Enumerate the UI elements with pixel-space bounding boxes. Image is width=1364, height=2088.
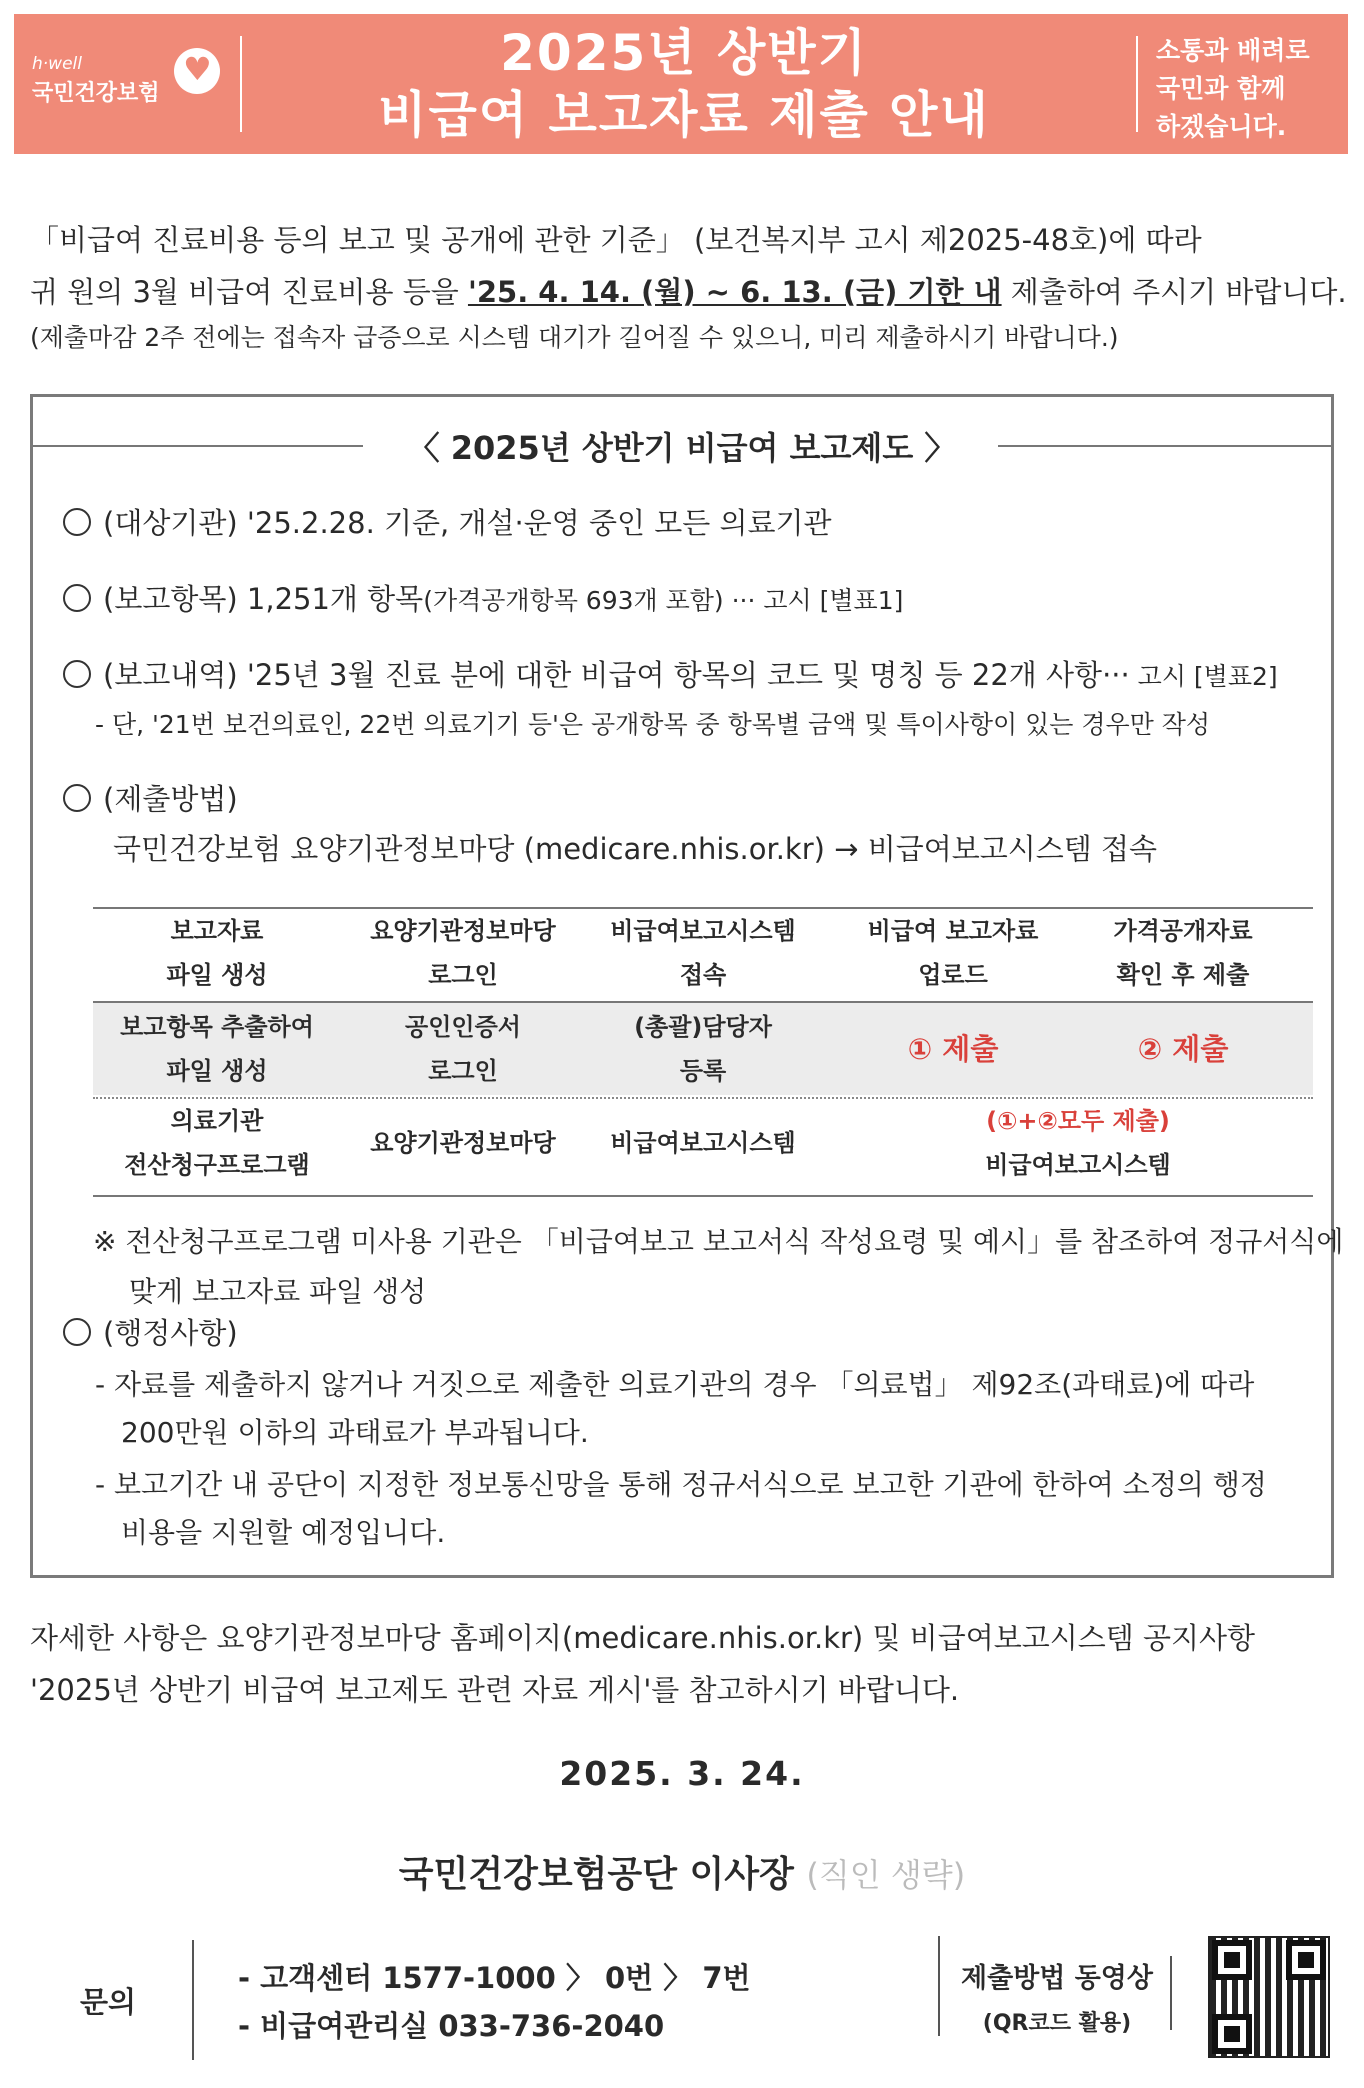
box-title: 〈 2025년 상반기 비급여 보고제도 〉 (407, 429, 957, 467)
flow-header-cell: 비급여 보고자료 업로드 (867, 917, 1039, 989)
intro-line2-pre: 귀 원의 3월 비급여 진료비용 등을 (30, 275, 468, 309)
footer-divider (192, 1940, 194, 2060)
flow-where-cell: 의료기관 전산청구프로그램 (124, 1107, 310, 1179)
footer-divider (938, 1936, 940, 2036)
title-rule (33, 445, 363, 447)
slogan (1156, 32, 1310, 146)
qr-finder (1286, 1940, 1326, 1980)
header-banner (14, 14, 1348, 154)
report-system-box (30, 394, 1344, 1578)
flow-step-submit1: ① 제출 (907, 1032, 999, 1066)
logo-small-text: h·well (32, 54, 82, 74)
note-line1: ※ 전산청구프로그램 미사용 기관은 「비급여보고 보고서식 작성요령 및 예시」를 참조하여 정규서식에 (93, 1225, 1344, 1258)
signer (0, 1846, 1364, 1897)
banner-divider (1136, 36, 1138, 132)
flow-where-cell: 요양기관정보마당 (370, 1129, 556, 1157)
flow-header-cell: 가격공개자료 확인 후 제출 (1113, 917, 1253, 989)
flow-step-cell: 공인인증서 로그인 (405, 1013, 521, 1085)
submission-flow-table (93, 907, 1313, 1207)
contact-line2: - 비급여관리실 033-736-2040 (238, 2009, 665, 2043)
title-line2: 비급여 보고자료 제출 안내 (378, 86, 990, 144)
flow-step-submit2: ② 제출 (1137, 1032, 1229, 1066)
note-line2: 맞게 보고자료 파일 생성 (129, 1275, 427, 1308)
admin-head: (행정사항) (103, 1316, 238, 1350)
footer-divider (1170, 1956, 1172, 2030)
circle-bullet-icon (63, 1318, 91, 1346)
qr-finder (1212, 2014, 1252, 2054)
method-item (63, 777, 238, 818)
page-title (254, 22, 1114, 146)
content-sub: - 단, '21번 보건의료인, 22번 의료기기 등'은 공개항목 중 항목별 금액 및 특이사항이 있는 경우만 작성 (95, 710, 1211, 739)
admin-item (63, 1311, 238, 1352)
items-item (63, 577, 903, 618)
table-rule (93, 1195, 1313, 1197)
items-small: (가격공개항목 693개 포함) ··· 고시 [별표1] (423, 586, 904, 615)
signer-omit: (직인 생략) (806, 1856, 966, 1894)
target-text: (대상기관) '25.2.28. 기준, 개설·운영 중인 모든 의료기관 (103, 506, 832, 540)
title-line1: 2025년 상반기 (500, 24, 868, 82)
admin-detail-1: - 자료를 제출하지 않거나 거짓으로 제출한 의료기관의 경우 「의료법」 제92조(과태료)에 따라 200만원 이하의 과태료가 부과됩니다. (95, 1368, 1255, 1449)
circle-bullet-icon (63, 584, 91, 612)
items-main: (보고항목) 1,251개 항목 (103, 582, 424, 616)
deadline: '25. 4. 14. (월) ~ 6. 13. (금) 기한 내 (467, 275, 1002, 309)
flow-where-cell: 비급여보고시스템 (610, 1129, 796, 1157)
flow-where-cell: (①+②모두 제출) 비급여보고시스템 (985, 1107, 1171, 1179)
intro-note: (제출마감 2주 전에는 접속자 급증으로 시스템 대기가 길어질 수 있으니, 미리 제출하시기 바랍니다.) (30, 323, 1119, 352)
flow-header-cell: 비급여보고시스템 접속 (610, 917, 796, 989)
video-sub: (QR코드 활용) (982, 2011, 1132, 2036)
qr-finder (1212, 1940, 1252, 1980)
logo-name: 국민건강보험 (32, 81, 160, 106)
flow-step-cell: (총괄)담당자 등록 (634, 1013, 772, 1085)
flow-header-cell: 요양기관정보마당 로그인 (370, 917, 556, 989)
video-title: 제출방법 동영상 (961, 1963, 1153, 1994)
box-title-wrap (33, 423, 1331, 469)
slogan-line: 하겠습니다. (1156, 112, 1287, 141)
method-line: 국민건강보험 요양기관정보마당 (medicare.nhis.or.kr) → 비급여보고시스템 접속 (113, 832, 1158, 866)
contact-label: 문의 (80, 1985, 137, 2019)
qr-code-icon[interactable] (1208, 1936, 1330, 2058)
intro-text (30, 214, 1347, 358)
method-head: (제출방법) (103, 782, 238, 816)
flow-header-cell: 보고자료 파일 생성 (166, 917, 268, 989)
flow-step-cell: 보고항목 추출하여 파일 생성 (120, 1013, 314, 1085)
details-line1: 자세한 사항은 요양기관정보마당 홈페이지(medicare.nhis.or.kr) 및 비급여보고시스템 공지사항 (30, 1621, 1256, 1655)
target-item (63, 501, 832, 542)
admin-detail-2: - 보고기간 내 공단이 지정한 정보통신망을 통해 정규서식으로 보고한 기관에 한하여 소정의 행정 비용을 지원할 예정입니다. (95, 1468, 1267, 1549)
content-item (63, 653, 1278, 694)
circle-bullet-icon (63, 660, 91, 688)
issue-date: 2025. 3. 24. (559, 1754, 805, 1793)
title-rule (998, 445, 1331, 447)
circle-bullet-icon (63, 784, 91, 812)
intro-line2 (30, 266, 1347, 318)
content-small: 고시 [별표2] (1129, 662, 1278, 691)
slogan-line: 국민과 함께 (1156, 74, 1286, 103)
contact-line1: - 고객센터 1577-1000 〉 0번 〉 7번 (238, 1961, 751, 1995)
circle-bullet-icon (63, 508, 91, 536)
intro-line2-post: 제출하여 주시기 바랍니다. (1001, 275, 1347, 309)
details-line2: '2025년 상반기 비급여 보고제도 관련 자료 게시'를 참고하시기 바랍니다. (30, 1673, 960, 1707)
table-rule (93, 1001, 1313, 1003)
reference-note (93, 1217, 1344, 1317)
intro-line1: 「비급여 진료비용 등의 보고 및 공개에 관한 기준」 (보건복지부 고시 제2025-48호)에 따라 (30, 223, 1202, 257)
heart-icon (174, 48, 220, 94)
signer-name: 국민건강보험공단 이사장 (398, 1854, 794, 1895)
banner-divider (240, 36, 242, 132)
details-text (30, 1612, 1340, 1716)
slogan-line: 소통과 배려로 (1156, 36, 1310, 65)
content-main: (보고내역) '25년 3월 진료 분에 대한 비급여 항목의 코드 및 명칭 등 22개 사항··· (103, 658, 1130, 692)
